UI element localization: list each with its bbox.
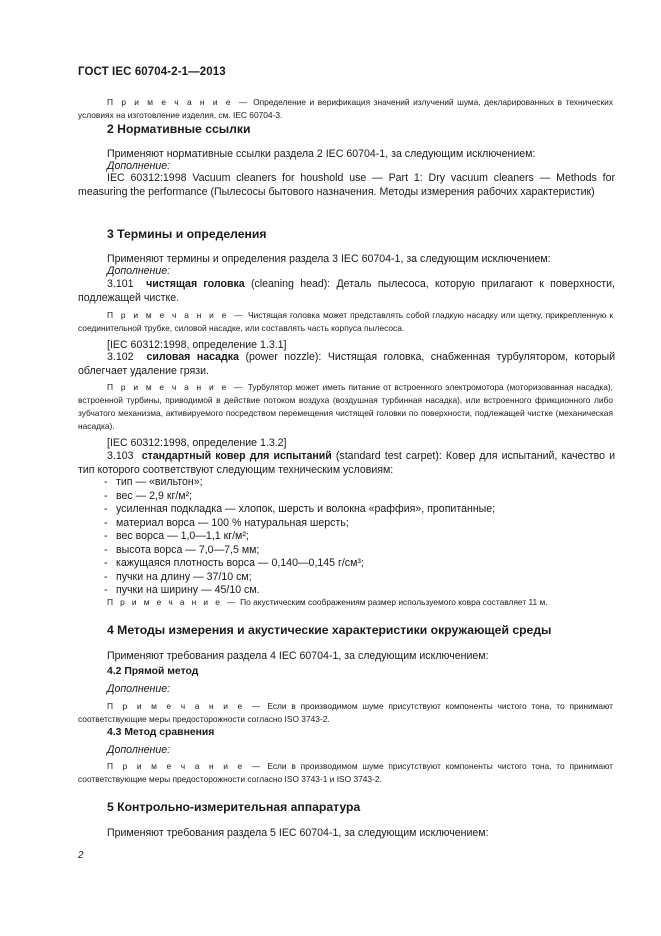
section-2-intro: Применяют нормативные ссылки раздела 2 IEC 60704-1, за следующим исключением:: [107, 148, 536, 160]
section-3-heading: 3 Термины и определения: [107, 227, 267, 241]
note-text: Определение и верификация значений излучений шума, декларированных в технических условиях на изготовление изделия, см. IEC 60704-3.: [78, 97, 614, 120]
note-paragraph: [78, 596, 613, 609]
term-definition: (standard test carpet): Ковер для испытаний, качество и тип которого соответствуют следующим техническим условиям:: [78, 450, 615, 476]
note-paragraph: [78, 96, 613, 122]
section-3-intro: Применяют термины и определения раздела 3 IEC 60704-1, за следующим исключением:: [107, 253, 551, 265]
section-4-heading: 4 Методы измерения и акустические характеристики окружающей среды: [107, 623, 552, 637]
carpet-spec-list: [104, 476, 495, 598]
list-item: - тип — «вильтон»;: [104, 476, 495, 490]
note-text: По акустическим соображениям размер используемого ковра составляет 11 м.: [240, 597, 548, 607]
note-label: П р и м е ч а н и е —: [107, 701, 263, 711]
page-number: 2: [78, 850, 84, 861]
note-text: Чистящая головка может представлять собой гладкую насадку или щетку, прикрепленную к соединительной трубке, силовой насадке, или составлять часть корпуса пылесоса.: [78, 310, 614, 333]
note-text: Если в производимом шуме присутствуют компоненты чистого тона, то принимают соответствующие меры предосторожности согласно ISO 3743-1 и ISO 3743-2.: [78, 761, 614, 784]
note-paragraph: [78, 760, 613, 786]
term-number: 3.103: [107, 450, 134, 462]
note-paragraph: [78, 309, 613, 335]
term-number: 3.102: [107, 351, 134, 363]
list-item: - вес ворса — 1,0—1,1 кг/м²;: [104, 530, 495, 544]
addition-label: Дополнение:: [107, 160, 171, 172]
term-number: 3.101: [107, 278, 134, 290]
note-label: П р и м е ч а н и е —: [107, 310, 245, 320]
normative-reference: IEC 60312:1998 Vacuum cleaners for houshold use — Part 1: Dry vacuum cleaners — Methods for measuring the performance (Пылесосы бытового назначения. Методы измерения рабочих характеристик): [78, 172, 615, 198]
section-5-intro: Применяют требования раздела 5 IEC 60704-1, за следующим исключением:: [107, 827, 489, 839]
note-label: П р и м е ч а н и е —: [107, 597, 238, 607]
subsection-4-2-heading: 4.2 Прямой метод: [107, 666, 199, 677]
section-4-intro: Применяют требования раздела 4 IEC 60704-1, за следующим исключением:: [107, 650, 489, 662]
list-item: - материал ворса — 100 % натуральная шерсть;: [104, 517, 495, 531]
note-paragraph: [78, 381, 613, 433]
term-source: [IEC 60312:1998, определение 1.3.1]: [107, 339, 287, 351]
list-item: - высота ворса — 7,0—7,5 мм;: [104, 544, 495, 558]
addition-label: Дополнение:: [107, 683, 171, 695]
term-name: силовая насадка: [146, 351, 239, 363]
term-definition: (power nozzle): Чистящая головка, снабженная турбулятором, который облегчает удаление грязи.: [78, 351, 615, 377]
list-item: - кажущаяся плотность ворса — 0,140—0,145 г/см³;: [104, 557, 495, 571]
list-item: - пучки на ширину — 45/10 см.: [104, 584, 495, 598]
section-5-heading: 5 Контрольно-измерительная аппаратура: [107, 800, 361, 814]
note-label: П р и м е ч а н и е —: [107, 761, 263, 771]
note-text: Если в производимом шуме присутствуют компоненты чистого тона, то принимают соответствующие меры предосторожности согласно ISO 3743-2.: [78, 701, 614, 724]
note-paragraph: [78, 700, 613, 726]
term-definition: (cleaning head): Деталь пылесоса, которую прилагают к поверхности, подлежащей чистке.: [78, 278, 616, 304]
term-3-101: [78, 278, 615, 305]
term-name: чистящая головка: [146, 278, 245, 290]
list-item: - усиленная подкладка — хлопок, шерсть и волокна «раффия», пропитанные;: [104, 503, 495, 517]
subsection-4-3-heading: 4.3 Метод сравнения: [107, 727, 215, 738]
addition-label: Дополнение:: [107, 744, 171, 756]
term-3-103: [78, 450, 615, 477]
note-label: П р и м е ч а н и е —: [107, 382, 245, 392]
document-header: ГОСТ IEC 60704-2-1—2013: [78, 66, 226, 78]
term-name: стандартный ковер для испытаний: [141, 450, 332, 462]
term-source: [IEC 60312:1998, определение 1.3.2]: [107, 437, 287, 449]
term-3-102: [78, 351, 615, 378]
note-text: Турбулятор может иметь питание от встроенного электромотора (моторизованная насадка), встроенной турбины, приводимой в действие потоком воздуха (воздушная турбинная насадка), или встроенного фрикционного либо зубчатого механизма, активируемого посредством перемещения чистящей головки по поверхности, подлежащей чистке (механическая насадка).: [78, 382, 614, 431]
section-2-heading: 2 Нормативные ссылки: [107, 122, 251, 136]
list-item: - вес — 2,9 кг/м²;: [104, 490, 495, 504]
list-item: - пучки на длину — 37/10 см;: [104, 571, 495, 585]
addition-label: Дополнение:: [107, 265, 171, 277]
note-label: П р и м е ч а н и е —: [107, 97, 250, 107]
